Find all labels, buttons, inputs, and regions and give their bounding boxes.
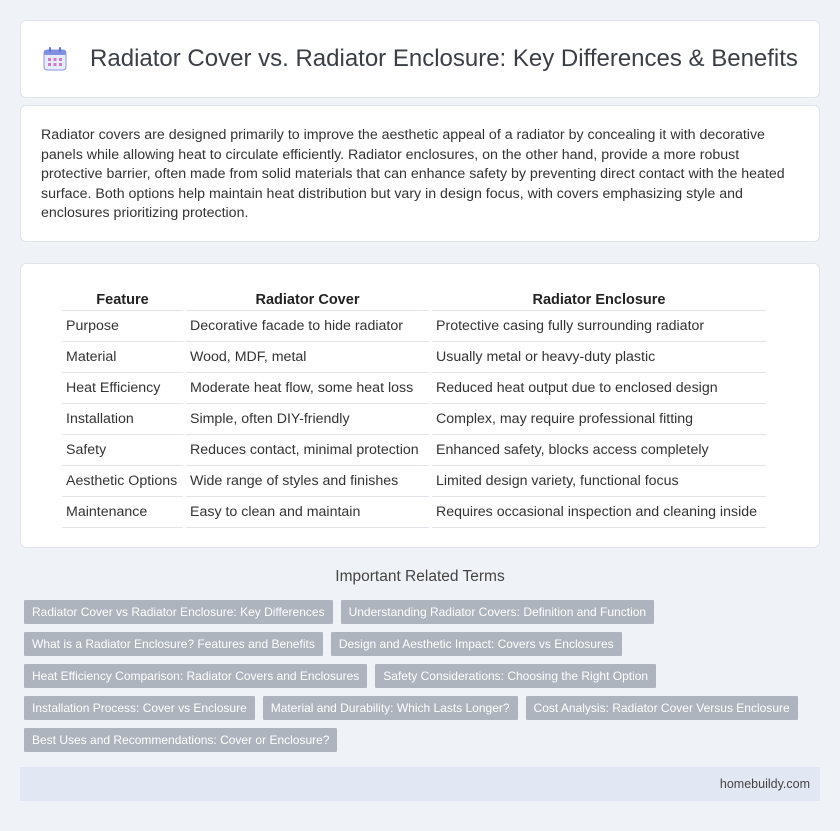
related-term-tag[interactable]: Installation Process: Cover vs Enclosure: [24, 696, 255, 720]
column-header-feature: Feature: [62, 288, 183, 311]
related-term-tag[interactable]: Heat Efficiency Comparison: Radiator Covers and Enclosures: [24, 664, 367, 688]
table-cell: Moderate heat flow, some heat loss: [186, 373, 429, 404]
related-term-tag[interactable]: Radiator Cover vs Radiator Enclosure: Key Differences: [24, 600, 333, 624]
related-term-tag[interactable]: Best Uses and Recommendations: Cover or Enclosure?: [24, 728, 337, 752]
table-row: [62, 342, 766, 373]
header-card: [20, 20, 820, 98]
related-terms-title: Important Related Terms: [335, 568, 505, 585]
table-row: [62, 404, 766, 435]
related-term-tag[interactable]: Understanding Radiator Covers: Definition and Function: [341, 600, 655, 624]
column-header-radiator-cover: Radiator Cover: [186, 288, 429, 311]
related-term-tag[interactable]: Design and Aesthetic Impact: Covers vs Enclosures: [331, 632, 622, 656]
table-row: [62, 466, 766, 497]
comparison-card: [20, 263, 820, 548]
table-header-row: [62, 288, 766, 311]
table-cell: Maintenance: [62, 497, 183, 528]
table-cell: Usually metal or heavy-duty plastic: [432, 342, 766, 373]
table-cell: Aesthetic Options: [62, 466, 183, 497]
table-cell: Complex, may require professional fitting: [432, 404, 766, 435]
calendar-icon: [42, 46, 68, 72]
table-cell: Requires occasional inspection and cleaning inside: [432, 497, 766, 528]
table-cell: Purpose: [62, 311, 183, 342]
table-cell: Reduces contact, minimal protection: [186, 435, 429, 466]
footer-domain[interactable]: homebuildy.com: [719, 777, 810, 791]
table-cell: Installation: [62, 404, 183, 435]
footer: [20, 767, 820, 801]
table-cell: Safety: [62, 435, 183, 466]
table-row: [62, 373, 766, 404]
table-cell: Reduced heat output due to enclosed design: [432, 373, 766, 404]
table-cell: Easy to clean and maintain: [186, 497, 429, 528]
table-row: [62, 435, 766, 466]
table-row: [62, 311, 766, 342]
table-cell: Limited design variety, functional focus: [432, 466, 766, 497]
intro-paragraph: Radiator covers are designed primarily to improve the aesthetic appeal of a radiator by concealing it with decorative panels while allowing heat to circulate efficiently. Radiator enclosures, on the other hand, provide a more robust protective barrier, often made from solid materials that can enhance safety by preventing direct contact with the heated surface. Both options help maintain heat distribution but vary in design focus, with covers emphasizing style and enclosures prioritizing protection.: [41, 127, 785, 222]
table-cell: Heat Efficiency: [62, 373, 183, 404]
related-term-tag[interactable]: Safety Considerations: Choosing the Right Option: [375, 664, 656, 688]
comparison-table: [59, 288, 769, 528]
column-header-radiator-enclosure: Radiator Enclosure: [432, 288, 766, 311]
table-cell: Wide range of styles and finishes: [186, 466, 429, 497]
related-term-tag[interactable]: Cost Analysis: Radiator Cover Versus Enclosure: [526, 696, 798, 720]
intro-card: [20, 105, 820, 242]
related-terms-list: [24, 600, 814, 760]
table-cell: Wood, MDF, metal: [186, 342, 429, 373]
page-title: Radiator Cover vs. Radiator Enclosure: Key Differences & Benefits: [90, 45, 798, 72]
table-cell: Material: [62, 342, 183, 373]
table-cell: Simple, often DIY-friendly: [186, 404, 429, 435]
related-term-tag[interactable]: What is a Radiator Enclosure? Features and Benefits: [24, 632, 323, 656]
table-row: [62, 497, 766, 528]
table-cell: Enhanced safety, blocks access completely: [432, 435, 766, 466]
table-cell: Decorative facade to hide radiator: [186, 311, 429, 342]
table-cell: Protective casing fully surrounding radiator: [432, 311, 766, 342]
related-term-tag[interactable]: Material and Durability: Which Lasts Longer?: [263, 696, 518, 720]
